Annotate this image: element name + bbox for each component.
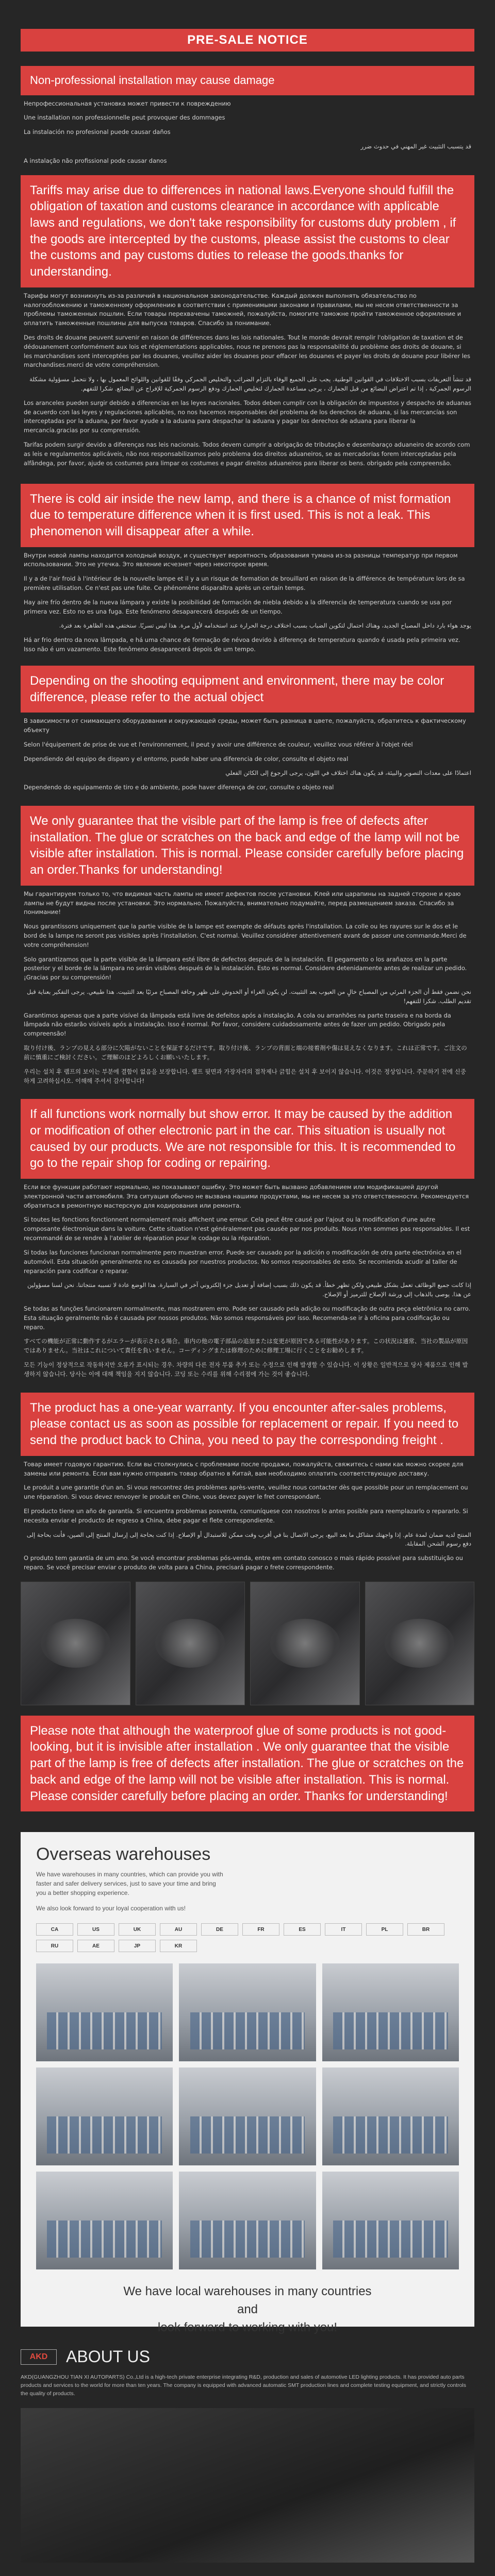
about-title: ABOUT US [66, 2347, 150, 2366]
flag-icon: AE [77, 1940, 114, 1952]
flag-icon: PL [366, 1923, 403, 1936]
country-flags [36, 1923, 459, 1952]
flag-icon: KR [160, 1940, 197, 1952]
flag-icon: RU [36, 1940, 73, 1952]
flag-icon: IT [325, 1923, 362, 1936]
notice-warranty [21, 1393, 474, 1572]
notice-tariffs [21, 175, 474, 468]
notice-visible-heading: We only guarantee that the visible part of the lamp is free of defects after installation. The glue or scratches on the back and edge of the lamp will not be visible after installation. This is normal. Please consider carefully before placing an order.Thanks for understanding! [21, 806, 474, 886]
notice-tariffs-heading: Tariffs may arise due to differences in national laws.Everyone should fulfill the obligation of taxation and customs clearance in accordance with applicable laws and regulations, we don't take responsibility for customs duty problem , if the goods are intercepted by the customs, please assist the customs to clear the customs and pay customs duties to release the goods.thanks for understanding. [21, 175, 474, 287]
flag-icon: AU [160, 1923, 197, 1936]
product-photo [21, 1582, 130, 1705]
warehouse-photo [36, 1963, 173, 2061]
warehouses-description: We have warehouses in many countries, which can provide you with faster and safer delivery services, just to save your time and bring you a better shopping experience. [36, 1871, 223, 1897]
notice-visible-part [21, 806, 474, 1086]
translation-line: В зависимости от снимающего оборудования и окружающей среды, может быть разница в цвете, пожалуйста, обратитесь к фактическому объекту [24, 717, 466, 734]
flag-icon: DE [201, 1923, 238, 1936]
warehouses-footer-line: and [237, 2302, 258, 2316]
product-photo [136, 1582, 245, 1705]
translation-line: Solo garantizamos que la parte visible de la lámpara esté libre de defectos después de la instalación. El pegamento o los arañazos en la parte posterior y el borde de la lámpara no serán visibles después de la instalación. Esto es normal. Considere detenidamente antes de realizar un pedido.¡Gracias por su comprensión! [24, 955, 467, 981]
translation-line: Dependendo do equipamento de tiro e do ambiente, pode haver diferença de cor, consulte o objeto real [24, 784, 334, 791]
translation-line: 모든 기능이 정상적으로 작동하지만 오류가 표시되는 경우. 차량의 다른 전자 부품 추가 또는 수정으로 인해 발생할 수 있습니다. 이 상황은 일반적으로 당사 제품으로 인해 발생하지 않습니다. 당사는 이에 대해 책임을 지지 않습니다. 코딩 또는 수리를 위해 수리점에 가는 것이 좋습니다. [24, 1361, 468, 1378]
notice-error-coding [21, 1099, 474, 1379]
translation-line: Если все функции работают нормально, но показывают ошибку. Это может быть вызвано добавлением или модификацией другой электронной части автомобиля. Эта ситуация обычно не вызвана нашими продуктами, мы не несем за это ответственности. Рекомендуется обратиться в ремонтную мастерскую для кодирования или ремонта. [24, 1183, 469, 1209]
translation-line: 取り付け後、ランプの見える部分に欠陥がないことを保証するだけです。取り付け後、ランプの背面と端の接着剤や傷は見えなくなります。これは正常です。ご注文の前に慎重にご検討ください。ご理解のほどよろしくお願いいたします。 [24, 1044, 467, 1061]
translation-line: قد تنشأ التعريفات بسبب الاختلافات في القوانين الوطنية. يجب على الجميع الوفاء بالتزام الضرائب والتخليص الجمركي وفقًا للقوانين واللوائح المعمول بها ، ولا نتحمل مسؤولية مشكلة الرسوم الجمركية ، إذا تم اعتراض البضائع من قبل الجمارك ، يرجى مساعدة الجمارك لتخليص الجمارك ودفع الرسوم الجمركية للإفراج عن البضائع. شكرا للتفهم. [29, 376, 471, 392]
translation-line: Внутри новой лампы находится холодный воздух, и существует вероятность образования тумана из-за разницы температур при первом использовании. Это не утечка. Это явление исчезнет через некоторое время. [24, 551, 458, 568]
translation-line: A instalação não profissional pode causar danos [24, 157, 167, 164]
flag-icon: UK [119, 1923, 156, 1936]
flag-icon: ES [284, 1923, 321, 1936]
flag-icon: US [77, 1923, 114, 1936]
notice-installation-translations [21, 95, 474, 166]
product-photo [250, 1582, 360, 1705]
notice-color-difference [21, 666, 474, 792]
warehouse-photo [36, 2172, 173, 2269]
translation-line: يوجد هواء بارد داخل المصباح الجديد، وهناك احتمال لتكوين الضباب بسبب اختلاف درجة الحرارة عند استخدامه لأول مرة. هذا ليس تسربًا. ستختفي هذه الظاهرة بعد فترة. [59, 622, 471, 630]
notice-color-heading: Depending on the shooting equipment and environment, there may be color difference, please refer to the actual object [21, 666, 474, 713]
translation-line: Selon l'équipement de prise de vue et l'environnement, il peut y avoir une différence de couleur, veuillez vous référer à l'objet réel [24, 740, 413, 748]
warehouse-photo [322, 1963, 459, 2061]
translation-line: Tarifas podem surgir devido a diferenças nas leis nacionais. Todos devem cumprir a obrigação de tributação e desembaraço aduaneiro de acordo com as leis e regulamentos aplicáveis, não nos responsabilizamos pelo problema dos direitos aduaneiros, se as mercadorias forem interceptadas pela alfândega, por favor, ajude os costumes para limpar os costumes e pagar direitos aduaneiros para liberar os bens. obrigado pela compreensão. [24, 441, 470, 467]
factory-photo [21, 2408, 474, 2563]
warehouse-photo [179, 1963, 316, 2061]
translation-line: Si toutes les fonctions fonctionnent normalement mais affichent une erreur. Cela peut être causé par l'ajout ou la modification d'une autre composante électronique dans la voiture. Cette situation n'est généralement pas causée par nos produits. Nous n'en sommes pas responsables. Il est recommandé de se rendre à l'atelier de réparation pour le codage ou la réparation. [24, 1216, 470, 1242]
flag-icon: CA [36, 1923, 73, 1936]
translation-line: إذا كانت جميع الوظائف تعمل بشكل طبيعي ولكن تظهر خطأ. قد يكون ذلك بسبب إضافة أو تعديل جزء إلكتروني آخر في السيارة. هذا الوضع عادة لا تسببه منتجاتنا. نحن لسنا مسؤولين عن هذا. يوصى بالذهاب إلى ورشة الإصلاح للترميز أو الإصلاح. [27, 1281, 471, 1298]
page-title: PRE-SALE NOTICE [187, 33, 308, 47]
translation-line: Si todas las funciones funcionan normalmente pero muestran error. Puede ser causado por la adición o modificación de otra parte electrónica en el automóvil. Esta situación generalmente no es causada por nuestros productos. No somos responsables de esto. Se recomienda acudir al taller de reparación para codificar o reparar. [24, 1248, 462, 1275]
notice-installation [21, 66, 474, 166]
about-header [21, 2347, 474, 2366]
translation-line: Nous garantissons uniquement que la partie visible de la lampe est exempte de défauts après l'installation. La colle ou les rayures sur le dos et le bord de la lampe ne seront pas visibles après l'installation. C'est normal. Veuillez considérer attentivement avant de passer une commande.Merci de votre compréhension! [24, 923, 467, 948]
translation-line: نحن نضمن فقط أن الجزء المرئي من المصباح خالٍ من العيوب بعد التثبيت. لن يكون الغراء أو الخدوش على ظهر وحافة المصباح مرئيًا بعد التثبيت. هذا طبيعي. يرجى التفكير بعناية قبل تقديم الطلب. شكرا للتفهم! [27, 988, 471, 1005]
translation-line: المنتج لديه ضمان لمدة عام. إذا واجهتك مشاكل ما بعد البيع، يرجى الاتصال بنا في أقرب وقت ممكن للاستبدال أو الإصلاح. إذا كنت بحاجة إلى إرسال المنتج إلى الصين، فأنت بحاجة إلى دفع رسوم الشحن المقابلة. [26, 1531, 471, 1548]
translation-line: すべての機能が正常に動作するがエラーが表示される場合。車内の他の電子部品の追加または変更が原因である可能性があります。この状況は通常、当社の製品が原因ではありません。当社はこれについて責任を負いません。コーディングまたは修理のために修理工場に行くことをお勧めします。 [24, 1337, 468, 1354]
notice-warranty-heading: The product has a one-year warranty. If you encounter after-sales problems, please contact us as soon as possible for replacement or repair. If you need to send the product back to China, you need to pay the corresponding freight . [21, 1393, 474, 1456]
warehouse-photo [36, 2067, 173, 2165]
translation-line: Des droits de douane peuvent survenir en raison de différences dans les lois nationales. Tout le monde devrait remplir l'obligation de taxation et de dédouanement conformément aux lois et réglementations applicables, nous ne prenons pas la responsabilité du problème des droits de douane, si les marchandises sont interceptées par les douanes, veuillez aider les douanes pour effacer les douanes et payer les droits de douane pour libérer les marchandises.merci de votre compréhension. [24, 333, 470, 369]
warehouses-title: Overseas warehouses [36, 1844, 211, 1865]
translation-line: قد يتسبب التثبيت غير المهني في حدوث ضرر [360, 143, 471, 150]
about-section [21, 2347, 474, 2563]
translation-line: 우리는 설치 후 램프의 보이는 부분에 결함이 없음을 보장합니다. 램프 뒷면과 가장자리의 접착제나 긁힘은 설치 후 보이지 않습니다. 이것은 정상입니다. 주문하기 전에 신중하게 고려하십시오. 이해해 주셔서 감사합니다! [24, 1067, 466, 1084]
glue-photo-strip [21, 1582, 474, 1705]
warehouses-footer [36, 2283, 459, 2336]
notice-mist-heading: There is cold air inside the new lamp, and there is a chance of mist formation due to temperature difference when it is first used. This is not a leak. This phenomenon will disappear after a while. [21, 484, 474, 547]
translation-line: Une installation non professionnelle peut provoquer des dommages [24, 114, 225, 122]
translation-line: La instalación no profesional puede causar daños [24, 128, 171, 136]
product-photo [365, 1582, 475, 1705]
warehouse-photo [179, 2172, 316, 2269]
overseas-warehouses-panel [21, 1832, 474, 2334]
notice-error-translations [21, 1179, 474, 1379]
translation-line: Se todas as funções funcionarem normalmente, mas mostrarem erro. Pode ser causado pela adição ou modificação de outra peça eletrônica no carro. Esta situação geralmente não é causada por nossos produtos. Não somos responsáveis por isso. Recomenda-se ir à oficina para codificação ou reparo. [24, 1304, 471, 1331]
translation-line: Товар имеет годовую гарантию. Если вы столкнулись с проблемами после продажи, пожалуйста, свяжитесь с нами как можно скорее для замены или ремонта. Если вам нужно отправить товар обратно в Китай, вам необходимо оплатить соответствующую доставку. [24, 1460, 464, 1477]
translation-line: Le produit a une garantie d'un an. Si vous rencontrez des problèmes après-vente, veuillez nous contacter dès que possible pour un remplacement ou une réparation. Si vous devez renvoyer le produit en Chine, vous devez payer le fret correspondant. [24, 1484, 468, 1501]
warehouse-photo [322, 2172, 459, 2269]
flag-icon: JP [119, 1940, 156, 1952]
notice-installation-heading: Non-professional installation may cause damage [21, 66, 474, 95]
warehouses-footer-line: look forward to working with you! [157, 2320, 338, 2334]
about-text: AKD(GUANGZHOU TIAN XI AUTOPARTS) Co.,Ltd is a high-tech private enterprise integrating R&D, production and sales of automotive LED lighting products. It has provided auto parts products and services to the world for more than ten years. The company is equipped with advanced automatic SMT production lines and complete testing equipment, and strictly controls the quality of products. [21, 2374, 466, 2397]
notice-waterproof-glue [21, 1716, 474, 1811]
warehouse-photo-grid [36, 1963, 459, 2269]
flag-icon: BR [407, 1923, 444, 1936]
warehouse-photo [322, 2067, 459, 2165]
warehouses-footer-line: We have local warehouses in many countries [123, 2284, 372, 2299]
translation-line: Los aranceles pueden surgir debido a diferencias en las leyes nacionales. Todos deben cumplir con la obligación de impuestos y despacho de aduanas de acuerdo con las leyes y regulaciones aplicables, no nos hacemos responsables del problema de los derechos de aduana, si las mercancías son interceptadas por la aduana, por favor ayude a la aduana para despachar la aduana y pagar los derechos de aduana para liberar la mercancía.gracias por su comprensión. [24, 399, 471, 434]
notice-glue-heading: Please note that although the waterproof glue of some products is not good-looking, but it is invisible after installation . We only guarantee that the visible part of the lamp is free of defects after installation. The glue or scratches on the back and edge of the lamp will not be visible after installation. This is normal. Please consider carefully before placing an order. Thanks for understanding! [21, 1716, 474, 1811]
notice-warranty-translations [21, 1456, 474, 1572]
warehouses-cooperation: We also look forward to your loyal cooperation with us! [36, 1905, 186, 1912]
notice-color-translations [21, 713, 474, 792]
translation-line: Тарифы могут возникнуть из-за различий в национальном законодательстве. Каждый должен выполнять обязательство по налогообложению и таможенному оформлению в соответствии с применимыми законами и правилами, мы не несем ответственности за проблемы таможенных пошлин. Если товары перехвачены таможней, пожалуйста, помогите таможне пройти таможенное оформление и оплатить таможенные пошлины для выпуска товаров. Спасибо за понимание. [24, 292, 461, 327]
translation-line: Il y a de l'air froid à l'intérieur de la nouvelle lampe et il y a un risque de formation de brouillard en raison de la différence de température lors de sa première utilisation. Ce n'est pas une fuite. Ce phénomène disparaîtra après un certain temps. [24, 575, 465, 591]
translation-line: Garantimos apenas que a parte visível da lâmpada está livre de defeitos após a instalação. A cola ou arranhões na parte traseira e na borda da lâmpada não estarão visíveis após a instalação. Isso é normal. Por favor, considere cuidadosamente antes de fazer um pedido. Obrigado pela compreensão! [24, 1011, 451, 1038]
notice-tariffs-translations [21, 287, 474, 468]
translation-line: Мы гарантируем только то, что видимая часть лампы не имеет дефектов после установки. Клей или царапины на задней стороне и краю лампы не будут видны после установки. Это нормально. Пожалуйста, внимательно подумайте, перед размещением заказа. Спасибо за понимание! [24, 890, 461, 916]
translation-line: Há ar frio dentro da nova lâmpada, e há uma chance de formação de névoa devido à diferença de temperatura quando é usada pela primeira vez. Isso não é um vazamento. Este fenômeno desaparecerá depois de um tempo. [24, 636, 460, 653]
notice-mist-translations [21, 547, 474, 654]
notice-error-heading: If all functions work normally but show error. It may be caused by the addition or modification of other electronic part in the car. This situation is usually not caused by our products. We are not responsible for this. It is recommended to go to the repair shop for coding or repairing. [21, 1099, 474, 1179]
translation-line: Непрофессиональная установка может привести к повреждению [24, 99, 231, 107]
brand-logo: AKD [21, 2349, 57, 2365]
warehouse-photo [179, 2067, 316, 2165]
translation-line: El producto tiene un año de garantía. Si encuentra problemas posventa, comuníquese con nosotros lo antes posible para reemplazarlo o repararlo. Si necesita enviar el producto de regreso a China, debe pagar el flete correspondiente. [24, 1507, 468, 1524]
flag-icon: FR [242, 1923, 279, 1936]
presale-notice-banner [21, 29, 474, 52]
translation-line: اعتمادًا على معدات التصوير والبيئة، قد يكون هناك اختلاف في اللون، يرجى الرجوع إلى الكائن الفعلي [225, 769, 471, 777]
notice-visible-translations [21, 886, 474, 1086]
notice-mist [21, 484, 474, 654]
translation-line: Dependiendo del equipo de disparo y el entorno, puede haber una diferencia de color, consulte el objeto real [24, 755, 349, 762]
translation-line: O produto tem garantia de um ano. Se você encontrar problemas pós-venda, entre em contato conosco o mais rápido possível para substituição ou reparo. Se você precisar enviar o produto de volta para a China, precisará pagar o frete correspondente. [24, 1554, 463, 1571]
translation-line: Hay aire frío dentro de la nueva lámpara y existe la posibilidad de formación de niebla debido a la diferencia de temperatura cuando se usa por primera vez. Esto no es una fuga. Este fenómeno desaparecerá después de un tiempo. [24, 598, 452, 615]
